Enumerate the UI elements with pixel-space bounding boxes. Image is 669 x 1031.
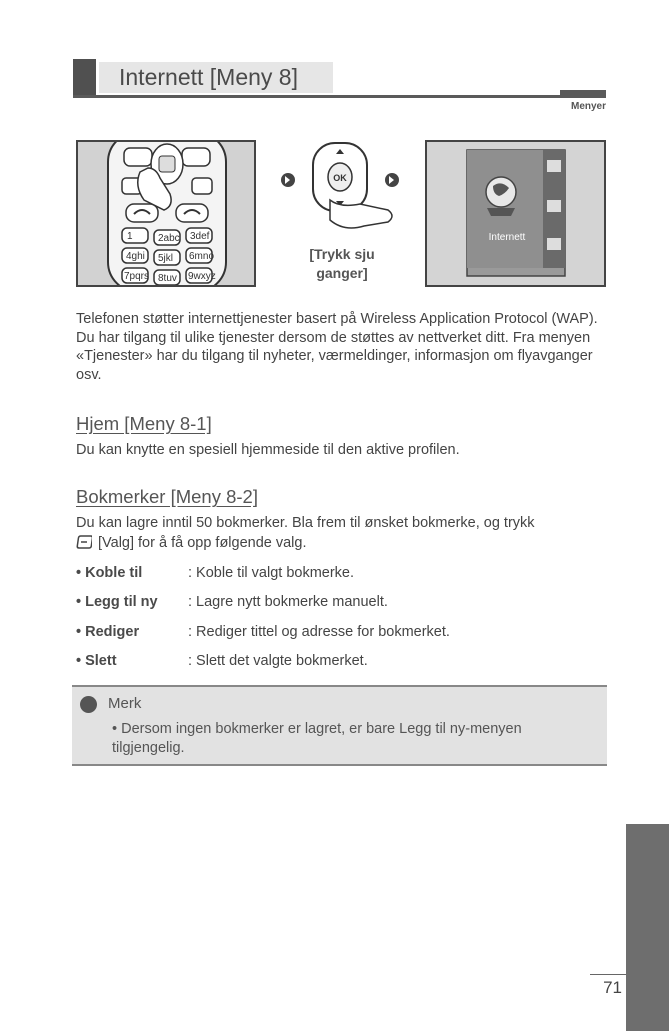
page-title-banner [73,59,333,96]
menu-side-icon [547,238,561,250]
keypad-key-label: 9wxyz [188,271,216,282]
keypad-key-label: 6mno [189,251,215,262]
section-body-home: Du kan knytte en spesiell hjemmeside til den aktive profilen. [76,442,460,458]
page-title: Internett [Meny 8] [119,64,298,90]
keypad-key-label: 7pqrs [124,271,150,282]
option-row [76,624,450,640]
option-row [76,565,354,581]
option-row [76,653,368,669]
intro-paragraph: Telefonen støtter internettjenester basert på Wireless Application Protocol (WAP). Du har tilgang til ulike tjenester dersom de støttes av nettverket ditt. Fra menyen «Tjenester» har du tilgang til nyheter, værmeldinger, informasjon om flyavganger osv. [76,311,598,383]
note-box [72,685,607,766]
press-instruction [292,245,392,283]
option-term: • Legg til ny [76,594,158,610]
option-description: : Slett det valgte bokmerket. [188,653,368,669]
section-body-text: [Valg] for å få opp følgende valg. [98,535,307,551]
section-heading-bookmarks: Bokmerker [Meny 8-2] [76,486,258,507]
section-heading-home: Hjem [Meny 8-1] [76,413,212,434]
press-instruction-line: ganger] [316,265,368,281]
keypad-key-label: 4ghi [126,251,145,262]
keypad-key-label: 1 [127,231,133,242]
pressing-hand-icon [330,200,392,228]
screen-menu-label: Internett [488,232,526,243]
page-number-rule [590,974,626,975]
section-tab-rule [560,90,606,95]
option-term: • Slett [76,653,117,669]
press-instruction-line: [Trykk sju [309,246,375,262]
option-row [76,594,388,610]
option-description: : Rediger tittel og adresse for bokmerket. [188,624,450,640]
title-marker-block [73,59,99,96]
chapter-edge-tab [626,824,669,1031]
keypad-key-label: 2abc [158,233,180,244]
option-description: : Lagre nytt bokmerke manuelt. [188,594,388,610]
section-body-bookmarks: Du kan lagre inntil 50 bokmerker. Bla frem til ønsket bokmerke, og trykk [76,515,535,531]
keypad-key-label: 3def [190,231,210,242]
menu-side-icon [547,200,561,212]
note-body: • Dersom ingen bokmerker er lagret, er bare Legg til ny-menyen tilgjengelig. [112,721,522,756]
title-rule [73,95,606,98]
note-title: Merk [108,695,142,712]
note-bullet-icon [80,696,97,713]
ok-key-label: OK [333,173,347,183]
keypad-key-label: 8tuv [158,273,177,284]
phone-screen-illustration [425,140,606,287]
page-number: 71 [603,978,622,997]
option-term: • Koble til [76,565,143,581]
keypad-key-label: 5jkl [158,253,174,264]
option-description: : Koble til valgt bokmerke. [188,565,355,581]
menu-side-icon [547,160,561,172]
soft-key-icon [76,534,92,550]
keypad-illustration [76,140,256,287]
section-label: Menyer [570,101,606,112]
joystick-illustration [280,140,408,245]
option-term: • Rediger [76,624,140,640]
section-body-bookmarks-line2 [76,533,307,553]
